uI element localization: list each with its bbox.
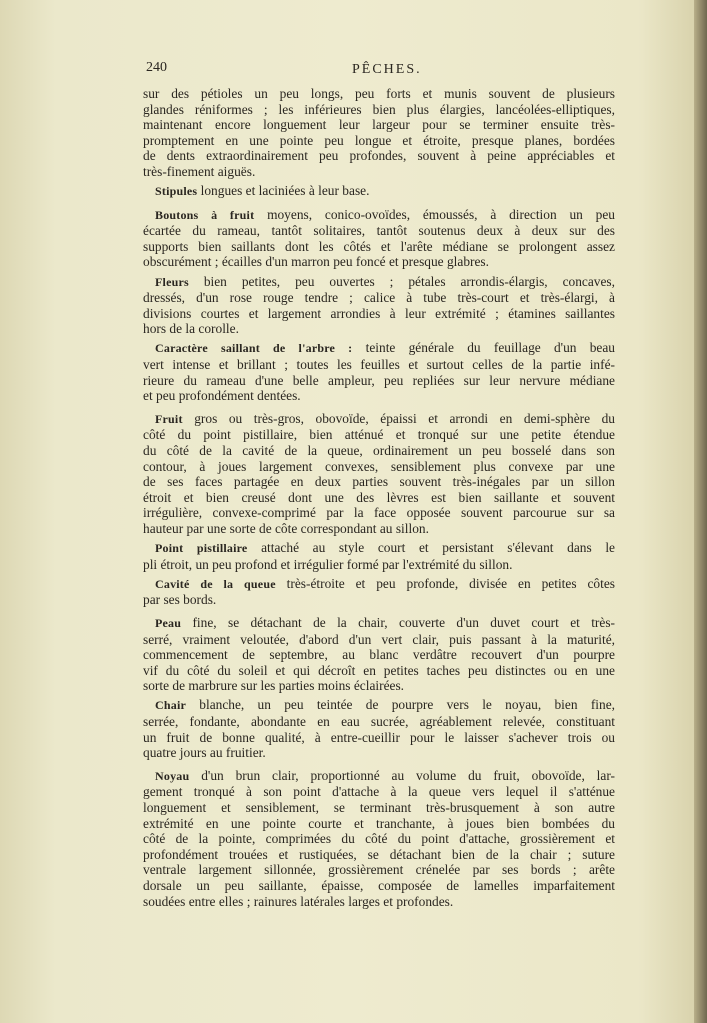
running-title: PÊCHES. [352, 62, 422, 77]
text-line [143, 878, 615, 894]
line-text: irrégulière, convexe-comprimé par la face opposée souvent parcourue sur sa [143, 505, 615, 521]
line-text: divisions courtes et largement arrondies à leur extrémité ; étamines saillantes [143, 305, 615, 321]
line-text: longuement et sensiblement, se terminant très-brusquement à son autre [143, 799, 615, 815]
text-line [143, 207, 615, 224]
line-text: rieure du rameau d'une belle ampleur, peu repliées sur leur nervure médiane [143, 372, 615, 388]
line-text: vif du côté du soleil et qui décroît en petites taches peu distinctes ou en une [143, 662, 615, 678]
line-text: un fruit de bonne qualité, à entre-cueillir pour le laisser s'achever trois ou [143, 729, 615, 745]
text-line [143, 183, 615, 200]
text-line [143, 290, 615, 306]
page-number: 240 [146, 60, 167, 75]
text-line [143, 474, 615, 490]
text-line [143, 647, 615, 663]
line-text: soudées entre elles ; rainures latérales larges et profondes. [143, 893, 454, 909]
text-line [143, 117, 615, 133]
text-line [143, 373, 615, 389]
line-text: glandes réniformes ; les inférieures bien plus élargies, lancéolées-elliptiques, [143, 101, 615, 117]
text-line [143, 133, 615, 149]
line-text: dorsale un peu saillante, épaisse, composée de lamelles imparfaitement [143, 877, 615, 893]
line-text: profondément trouées et rustiquées, se détachant bien de la chair ; suture [143, 846, 615, 862]
line-text: ventrale largement sillonnée, grossièrement crénelée par ses bords ; arête [143, 862, 615, 878]
text-line [143, 697, 615, 714]
line-text: fine, se détachant de la chair, couverte d'un duvet court et très- [181, 614, 615, 630]
paragraph [143, 340, 615, 403]
text-line [143, 894, 615, 910]
line-text: serrée, fondante, abondante en eau sucrée, agréablement relevée, constituant [143, 713, 615, 729]
text-line [143, 816, 615, 832]
line-text: obscurément ; écailles d'un marron peu foncé et presque glabres. [143, 254, 489, 270]
paragraph-lead-term: Cavité de la queue [155, 576, 276, 591]
text-line [143, 86, 615, 102]
line-text: longues et laciniées à leur base. [197, 183, 370, 199]
paragraph [143, 274, 615, 337]
paragraph [143, 697, 615, 760]
line-text: côté de la pointe, comprimées du côté du point d'attache, grossièrement et [143, 831, 615, 847]
text-line [143, 459, 615, 475]
line-text: de ses faces partagée en deux parties souvent très-inégales par un sillon [143, 474, 615, 490]
line-text: teinte générale du feuillage d'un beau [352, 340, 615, 356]
line-text: quatre jours au fruitier. [143, 745, 266, 761]
line-text: hors de la corolle. [143, 321, 239, 337]
line-text: contour, à joues largement convexes, sensiblement plus convexe par une [143, 458, 615, 474]
line-text: bien petites, peu ouvertes ; pétales arrondis-élargis, concaves, [188, 273, 615, 289]
line-text: et peu profondément dentées. [143, 388, 301, 404]
paragraph [143, 540, 615, 572]
line-text: du côté de la cavité de la queue, ordinairement un peu bosselé dans son [143, 442, 615, 458]
line-text: supports bien saillants dont les côtés et l'arête médiane se prolongent assez [143, 238, 615, 254]
paragraph [143, 86, 615, 180]
line-text: serré, vraiment veloutée, d'abord d'un vert clair, puis passant à la maturité, [143, 631, 615, 647]
text-line [143, 678, 615, 694]
paragraph-lead-term: Caractère saillant de l'arbre : [155, 341, 353, 356]
text-line [143, 730, 615, 746]
paragraph [143, 615, 615, 694]
text-line [143, 745, 615, 761]
text-line [143, 768, 615, 785]
line-text: pli étroit, un peu profond et irrégulier formé par l'extrémité du sillon. [143, 556, 513, 572]
text-line [143, 148, 615, 164]
line-text: très-finement aiguës. [143, 163, 256, 179]
paragraph [143, 183, 615, 200]
line-text: hauteur par une sorte de côte correspondant au sillon. [143, 520, 429, 536]
text-line [143, 223, 615, 239]
text-line [143, 862, 615, 878]
text-line [143, 490, 615, 506]
page-body-text [143, 86, 615, 913]
text-line [143, 164, 615, 180]
text-line [143, 254, 615, 270]
paragraph-lead-term: Point pistillaire [155, 541, 248, 556]
paragraph-lead-term: Fruit [155, 411, 183, 426]
line-text: par ses bords. [143, 592, 217, 608]
line-text: vert intense et brillant ; toutes les feuilles et surtout celles de la partie infé- [143, 357, 615, 372]
page-edge [694, 0, 707, 1023]
paragraph-lead-term: Noyau [155, 768, 190, 783]
text-line [143, 540, 615, 557]
line-text: côté du point pistillaire, bien atténué et tronqué sur une petite étendue [143, 427, 615, 443]
text-line [143, 411, 615, 428]
text-line [143, 321, 615, 337]
paragraph-lead-term: Fleurs [155, 274, 189, 289]
paragraph-lead-term: Boutons à fruit [155, 207, 255, 222]
text-line [143, 239, 615, 255]
line-text: très-étroite et peu profonde, divisée en petites côtes [275, 575, 616, 591]
text-line [143, 632, 615, 648]
line-text: d'un brun clair, proportionné au volume du fruit, obovoïde, lar- [189, 767, 615, 783]
text-line [143, 847, 615, 863]
line-text: gement tronqué à son point d'attache à la queue vers lequel il s'atténue [143, 784, 615, 800]
paragraph [143, 207, 615, 270]
line-text: sorte de marbrure sur les parties moins éclairées. [143, 678, 405, 694]
text-line [143, 427, 615, 443]
paragraph [143, 411, 615, 537]
text-line [143, 784, 615, 800]
line-text: extrémité en une pointe courte et tranchante, à joues bien bombées du [143, 815, 615, 831]
paragraph [143, 768, 615, 909]
text-line [143, 388, 615, 404]
text-line [143, 274, 615, 291]
line-text: blanche, un peu teintée de pourpre vers le noyau, bien fine, [186, 697, 615, 713]
line-text: moyens, conico-ovoïdes, émoussés, à direction un peu [254, 206, 616, 222]
line-text: de dents extraordinairement peu profondes, souvent à peine appréciables et [143, 148, 615, 164]
text-line [143, 521, 615, 537]
paragraph-lead-term: Chair [155, 698, 186, 713]
line-text: maintenant encore longuement leur largeur pour se terminer ensuite très- [143, 117, 615, 133]
line-text: promptement en une pointe peu longue et étroite, presque planes, bordées [143, 132, 615, 148]
text-line [143, 557, 615, 573]
text-line [143, 357, 615, 373]
line-text: sur des pétioles un peu longs, peu forts et munis souvent de plusieurs [143, 86, 615, 101]
paragraph [143, 576, 615, 608]
text-line [143, 576, 615, 593]
text-line [143, 714, 615, 730]
line-text: commencement de septembre, au blanc verdâtre recouvert d'un pourpre [143, 647, 615, 663]
text-line [143, 505, 615, 521]
text-line [143, 615, 615, 632]
paragraph-lead-term: Stipules [155, 184, 198, 199]
line-text: écartée du rameau, tantôt solitaires, tantôt soutenus deux à deux sur des [143, 223, 615, 239]
paragraph-lead-term: Peau [155, 615, 182, 630]
line-text: dressés, d'un rose rouge tendre ; calice à tube très-court et très-élargi, à [143, 290, 615, 306]
text-line [143, 443, 615, 459]
text-line [143, 831, 615, 847]
line-text: gros ou très-gros, obovoïde, épaissi et arrondi en demi-sphère du [182, 410, 615, 426]
text-line [143, 102, 615, 118]
line-text: étroit et bien creusé dont une des lèvres est bien saillante et souvent [143, 489, 615, 505]
text-line [143, 663, 615, 679]
text-line [143, 800, 615, 816]
text-line [143, 306, 615, 322]
line-text: attaché au style court et persistant s'élevant dans le [247, 540, 615, 556]
text-line [143, 592, 615, 608]
text-line [143, 340, 615, 357]
